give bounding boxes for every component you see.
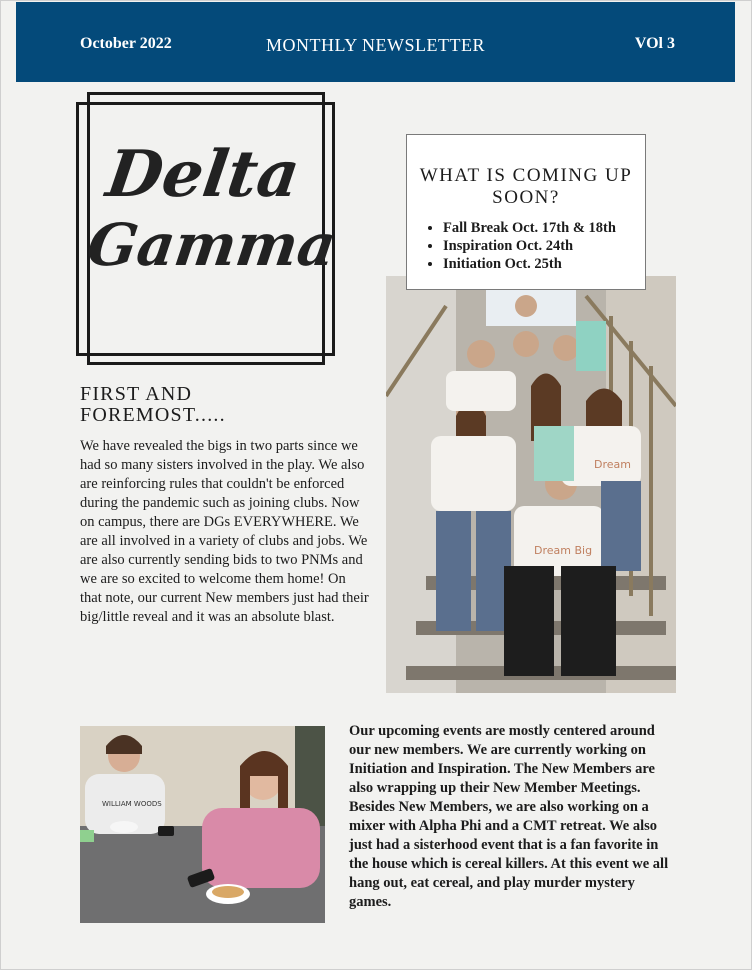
volume-number: VOl 3 — [634, 35, 675, 52]
coming-up-item: • Inspiration Oct. 24th — [443, 237, 645, 255]
coming-up-heading: WHAT IS COMING UP SOON? — [419, 165, 633, 208]
group-photo-stairs-image — [386, 276, 676, 693]
coming-up-item: • Fall Break Oct. 17th & 18th — [443, 219, 645, 237]
newsletter-title: MONTHLY NEWSLETTER — [266, 35, 485, 55]
cereal-event-photo-image — [80, 726, 325, 923]
newsletter-header — [16, 2, 735, 82]
coming-up-box — [406, 134, 646, 290]
section-title-first: FIRST AND FOREMOST..... — [80, 383, 226, 426]
coming-up-list — [407, 219, 645, 273]
second-section-body: Our upcoming events are mostly centered around our new members. We are currently working on Initiation and Inspiration. The New Members are also wrapping up their New Member Meetings. Besides New Members, we are also working on a mixer with Alpha Phi and a CMT retreat. We also just had a sisterhood event that is a fan favorite in the house which is cereal killers. At this event we all hang out, eat cereal, and play murder mystery games. — [349, 723, 669, 910]
group-photo-stairs — [386, 276, 676, 693]
first-section-body: We have revealed the bigs in two parts since we had so many sisters involved in the play. We also are reinforcing rules that couldn't be enforced during the pandemic such as joining clubs. Now on campus, there are DGs EVERYWHERE. We are all involved in a variety of clubs and jobs. We are also currently sending bids to two PNMs and we are so excited to welcome them home! On that note, our current New members just had their big/little reveal and it was an absolute blast. — [80, 438, 369, 625]
logo-word-delta: Delta — [102, 137, 305, 212]
cereal-event-photo — [80, 726, 325, 923]
shirt-text-dream-big: Dream Big — [534, 544, 593, 557]
delta-gamma-logo — [83, 137, 341, 280]
logo-word-gamma: Gamma — [83, 211, 341, 279]
issue-date: October 2022 — [80, 35, 172, 52]
coming-up-item: • Initiation Oct. 25th — [443, 255, 645, 273]
shirt-text-william-woods: WILLIAM WOODS — [102, 800, 162, 808]
shirt-text-dream: Dream — [594, 458, 631, 471]
